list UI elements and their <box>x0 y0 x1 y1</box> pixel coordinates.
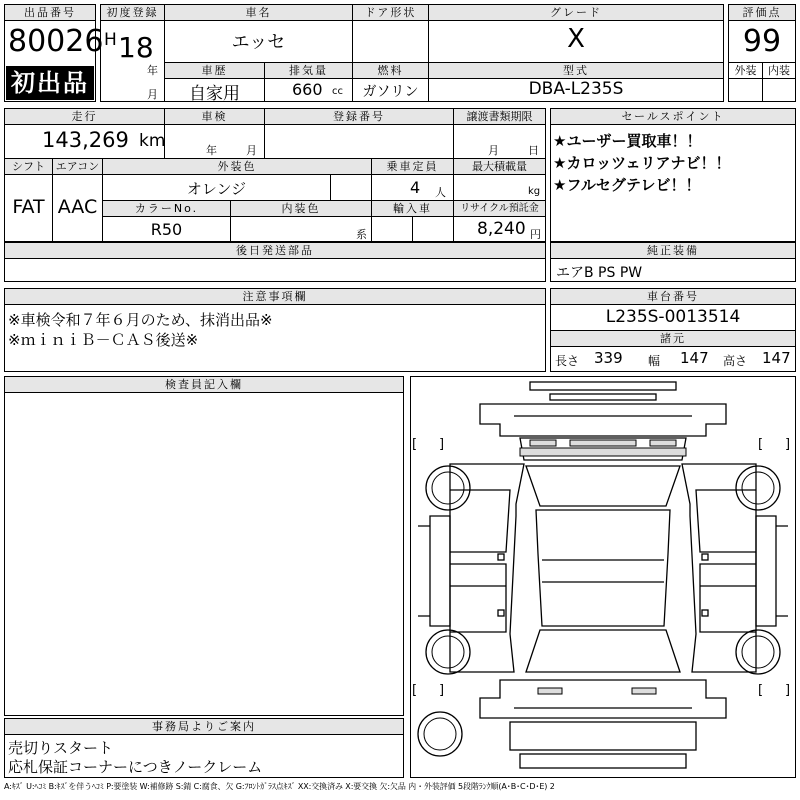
history-value: 自家用 <box>189 84 240 104</box>
transfer-month-unit: 月 <box>488 144 499 157</box>
dimensions-label: 諸元 <box>551 331 795 347</box>
legend-text: A:ｷｽﾞ U:ﾍｺﾐ B:ｷｽﾞを伴うﾍｺﾐ P:要塗装 W:補修跡 S:錆 C:腐食、欠 G:ﾌﾛﾝﾄｶﾞﾗｽ点ｷｽﾞ XX:交換済み X:要交換 欠:欠品 内・外装評価 5段階ﾗﾝｸ順(A･B･C･D･E) 2 <box>4 782 555 791</box>
genuine-equipment-label: 純正装備 <box>551 243 795 259</box>
diagram-bracket-8: ] <box>785 683 791 698</box>
score-value: 99 <box>742 24 782 59</box>
fuel-value: ガソリン <box>362 84 419 100</box>
mileage-label: 走行 <box>5 109 164 125</box>
shift-value: FAT <box>12 196 45 218</box>
office-label: 事務局よりご案内 <box>5 719 403 735</box>
genuine-equipment-value: エアB PS PW <box>556 265 643 281</box>
height-value: 147 <box>762 349 791 367</box>
grade-value: X <box>567 24 585 54</box>
transfer-label: 譲渡書類期限 <box>454 109 545 125</box>
later-parts-label: 後日発送部品 <box>5 243 545 259</box>
diagram-bracket-5: [ <box>412 683 418 698</box>
displacement-label: 排気量 <box>265 63 352 79</box>
int-color-unit: 系 <box>356 228 367 241</box>
first-listing-label: 初出品 <box>11 69 89 97</box>
aircon-value: AAC <box>57 196 98 218</box>
first-reg-year: 18 <box>118 31 154 64</box>
sales-point-3: ★フルセグテレビ！！ <box>553 176 701 194</box>
diagram-bracket-7: [ <box>758 683 764 698</box>
score-label: 評価点 <box>729 5 795 21</box>
displacement-unit: cc <box>332 86 343 97</box>
office-line-1: 売切りスタート <box>8 739 114 757</box>
score-exterior-label: 外装 <box>734 64 757 77</box>
height-label: 高さ <box>723 354 748 368</box>
inspection-year-unit: 年 <box>206 144 217 157</box>
first-reg-label: 初度登録 <box>101 5 164 21</box>
diagram-bracket-2: ] <box>439 437 445 452</box>
notes-line-2: ※ｍｉｎｉＢ－ＣＡＳ後送※ <box>8 331 199 349</box>
chassis-value: L235S-0013514 <box>605 307 741 327</box>
door-label: ドア形状 <box>353 5 428 21</box>
office-line-2: 応札保証コーナーにつきノークレーム <box>8 758 263 776</box>
recycle-value: 8,240 <box>477 219 526 239</box>
max-load-unit: kg <box>528 186 541 197</box>
shift-label: シフト <box>5 159 52 175</box>
color-no-value: R50 <box>150 220 183 239</box>
inspection-label: 車検 <box>165 109 264 125</box>
length-label: 長さ <box>555 354 580 368</box>
notes-line-1: ※車検令和７年６月のため、抹消出品※ <box>8 311 273 329</box>
score-interior-label: 内装 <box>768 64 790 77</box>
history-label: 車歴 <box>165 63 264 79</box>
lot-label: 出品番号 <box>5 5 95 21</box>
ext-color-value: オレンジ <box>186 180 247 198</box>
fuel-label: 燃料 <box>353 63 428 79</box>
recycle-label: リサイクル預託金 <box>454 201 545 217</box>
model-label: 型式 <box>429 63 723 79</box>
aircon-label: エアコン <box>53 159 102 175</box>
chassis-label: 車台番号 <box>551 289 795 305</box>
sales-points-label: セールスポイント <box>551 109 795 125</box>
inspection-month-unit: 月 <box>246 144 257 157</box>
int-color-label: 内装色 <box>231 201 371 217</box>
mileage-unit: km <box>139 131 166 151</box>
mileage-value: 143,269 <box>42 128 129 152</box>
width-label: 幅 <box>648 354 661 368</box>
diagram-bracket-4: ] <box>785 437 791 452</box>
inspector-label: 検査員記入欄 <box>5 377 403 393</box>
import-label: 輸入車 <box>372 201 453 217</box>
car-diagram <box>410 376 796 778</box>
capacity-label: 乗車定員 <box>372 159 453 175</box>
recycle-unit: 円 <box>530 228 541 241</box>
diagram-bracket-6: ] <box>439 683 445 698</box>
diagram-bracket-1: [ <box>412 437 418 452</box>
sales-point-1: ★ユーザー買取車！！ <box>553 132 702 150</box>
model-value: DBA-L235S <box>528 79 624 99</box>
length-value: 339 <box>594 349 623 367</box>
capacity-value: 4 <box>410 178 421 197</box>
sales-point-2: ★カロッツェリアナビ！！ <box>553 154 731 172</box>
capacity-unit: 人 <box>435 186 446 199</box>
first-reg-era: H <box>104 30 117 50</box>
width-value: 147 <box>680 349 709 367</box>
reg-no-label: 登録番号 <box>265 109 453 125</box>
car-name-value: エッセ <box>231 32 286 53</box>
car-name-label: 車名 <box>165 5 352 21</box>
ext-color-label: 外装色 <box>103 159 371 175</box>
first-reg-year-unit: 年 <box>147 64 158 77</box>
max-load-label: 最大積載量 <box>454 159 545 175</box>
inspector-box <box>4 376 404 716</box>
notes-label: 注意事項欄 <box>5 289 545 305</box>
lot-number: 80026 <box>8 24 104 59</box>
color-no-label: カラーNo. <box>103 201 230 217</box>
displacement-value: 660 <box>292 80 323 99</box>
first-reg-month-unit: 月 <box>147 88 158 101</box>
diagram-bracket-3: [ <box>758 437 764 452</box>
transfer-day-unit: 日 <box>528 144 539 157</box>
grade-label: グレード <box>429 5 723 21</box>
